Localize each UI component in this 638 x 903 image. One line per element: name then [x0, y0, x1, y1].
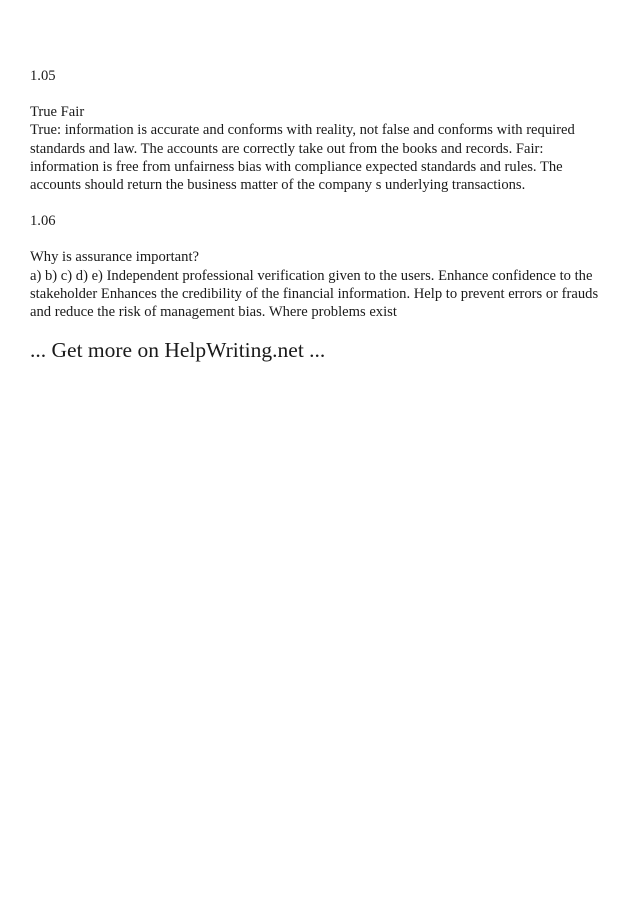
section-heading-true-fair: True Fair: [30, 104, 85, 121]
spacer: [30, 194, 610, 212]
document-page: [30, 67, 610, 385]
section-body-assurance: a) b) c) d) e) Independent professional verification given to the users. Enhance confidence to the stakeholder Enhances the credibility of the financial information. Help to prevent errors or frauds and reduce the risk of management bias. Where problems exist: [30, 267, 599, 321]
section-number-1-06: 1.06: [30, 213, 56, 230]
section-number-1-05: 1.05: [30, 68, 56, 84]
section-body-true-fair: True: information is accurate and conforms with reality, not false and conforms with required standards and law. The accounts are correctly take out from the books and records. Fair: information is free from unfairness bias with compliance expected standards and rules. The accounts should return the business matter of the company s underlying transactions.: [30, 122, 575, 194]
get-more-link[interactable]: ... Get more on HelpWriting.net ...: [30, 338, 326, 363]
section-heading-assurance: Why is assurance important?: [30, 249, 199, 266]
